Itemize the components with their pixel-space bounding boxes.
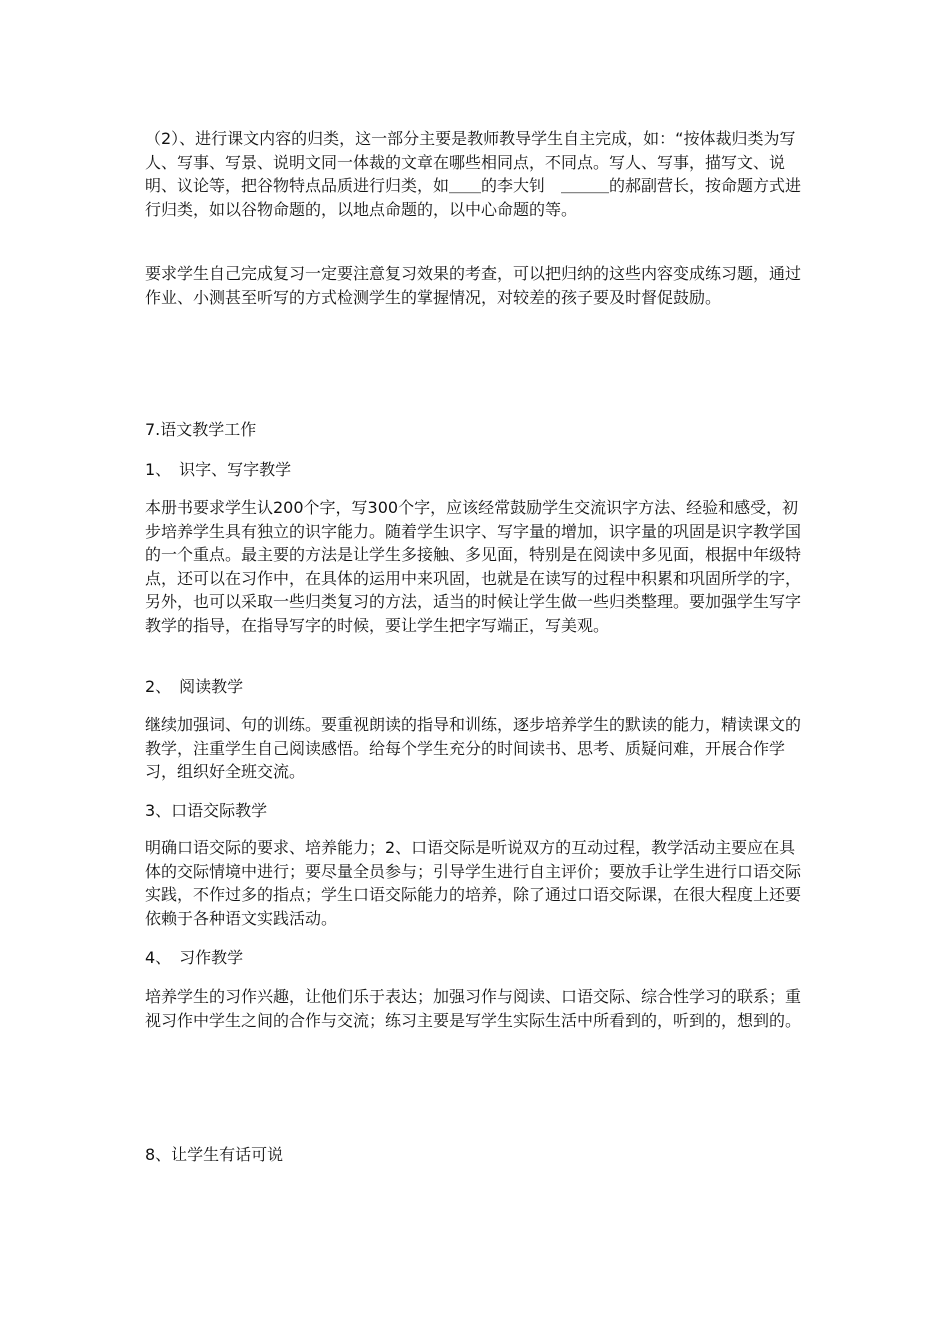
paragraph-classification: （2）、进行课文内容的归类，这一部分主要是教师教导学生自主完成，如：“按体裁归类为写人、写事、写景、说明文同一体裁的文章在哪些相同点，不同点。写人、写事，描写文、说明、议论等，把谷物特点品质进行归类，如＿＿的李大钊 ＿＿＿的郝副营长，按命题方式进行归类，如以谷物命题的，以地点命题的，以中心命题的等。 xyxy=(145,129,802,219)
paragraph-writing: 培养学生的习作兴趣，让他们乐于表达；加强习作与阅读、口语交际、综合性学习的联系；重视习作中学生之间的合作与交流；练习主要是写学生实际生活中所看到的，听到的，想到的。 xyxy=(145,987,802,1030)
subheading-literacy: 1、 识字、写字教学 xyxy=(145,460,292,479)
paragraph-literacy: 本册书要求学生认200个字，写300个字，应该经常鼓励学生交流识字方法、经验和感受，初步培养学生具有独立的识字能力。随着学生识字、写字量的增加，识字量的巩固是识字教学国的一个重点。最主要的方法是让学生多接触、多见面，特别是在阅读中多见面，根据中年级特点，还可以在习作中，在具体的运用中来巩固，也就是在读写的过程中积累和巩固所学的字，另外，也可以采取一些归类复习的方法，适当的时候让学生做一些归类整理。要加强学生写字教学的指导，在指导写字的时候，要让学生把字写端正，写美观。 xyxy=(145,498,802,635)
subheading-oral: 3、口语交际教学 xyxy=(145,801,268,820)
section-heading-8: 8、让学生有话可说 xyxy=(145,1145,284,1164)
subheading-reading: 2、 阅读教学 xyxy=(145,677,244,696)
paragraph-review-check: 要求学生自己完成复习一定要注意复习效果的考查，可以把归纳的这些内容变成练习题，通过作业、小测甚至听写的方式检测学生的掌握情况，对较差的孩子要及时督促鼓励。 xyxy=(145,264,802,307)
paragraph-oral: 明确口语交际的要求、培养能力；2、口语交际是听说双方的互动过程，教学活动主要应在具体的交际情境中进行；要尽量全员参与；引导学生进行自主评价；要放手让学生进行口语交际实践，不作过多的指点；学生口语交际能力的培养，除了通过口语交际课，在很大程度上还要依赖于各种语文实践活动。 xyxy=(145,838,802,928)
paragraph-reading: 继续加强词、句的训练。要重视朗读的指导和训练，逐步培养学生的默读的能力，精读课文的教学，注重学生自己阅读感悟。给每个学生充分的时间读书、思考、质疑问难，开展合作学习，组织好全班交流。 xyxy=(145,715,802,781)
section-heading-7: 7.语文教学工作 xyxy=(145,420,257,439)
subheading-writing: 4、 习作教学 xyxy=(145,948,244,967)
